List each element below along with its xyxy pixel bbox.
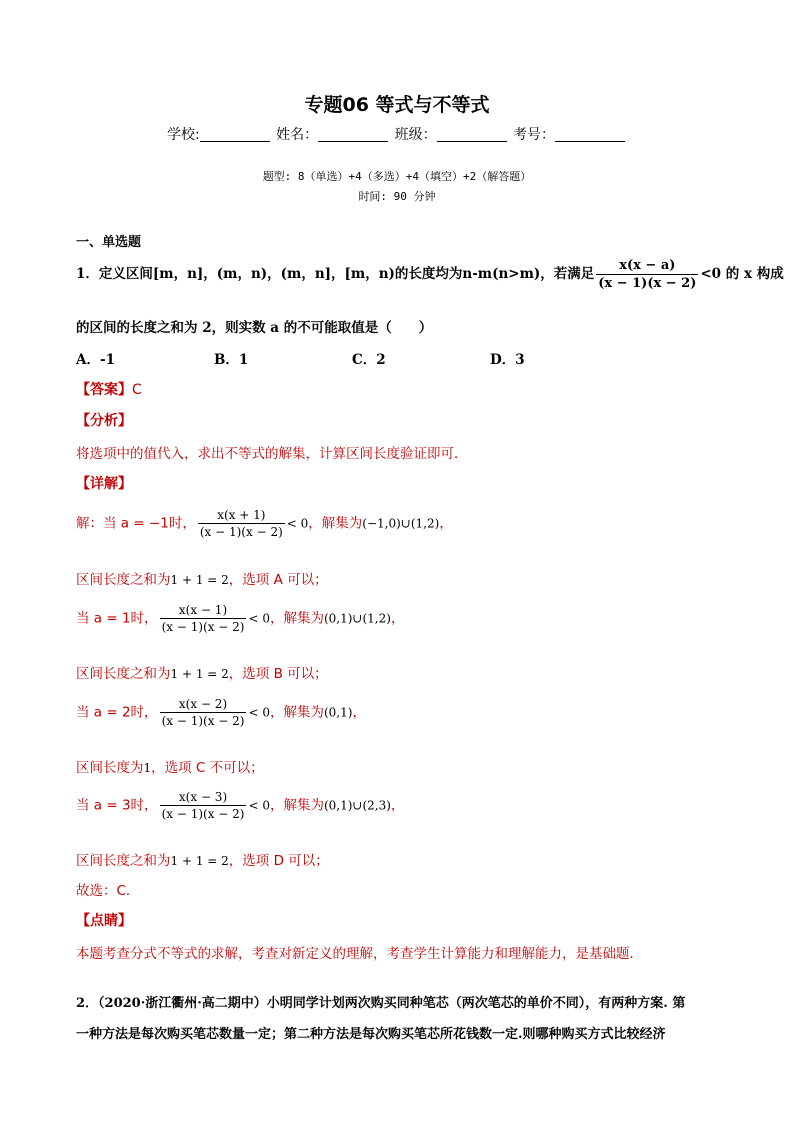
page-title: 专题06 等式与不等式: [304, 94, 490, 116]
case1-conc-b: ，选项 A 可以；: [228, 572, 328, 588]
answer-value: C: [132, 382, 142, 398]
q1-option-d: D．3: [490, 352, 525, 368]
comment-label: 【点睛】: [76, 913, 132, 929]
case3-fraction: [160, 697, 247, 728]
case3-ineq: < 0: [248, 705, 270, 720]
case1-num: x(x + 1): [198, 508, 285, 524]
class-blank[interactable]: [437, 127, 507, 142]
q1-stem-line1: [76, 258, 784, 291]
q1-stem-text: 1．定义区间[m，n]，(m，n)，(m，n]，[m，n)的长度均为n-m(n>m)，若满足: [76, 266, 595, 282]
case3-prefix: 当 a = 2时，: [76, 704, 158, 721]
exam-time: 时间: 90 分钟: [358, 190, 436, 203]
question-types: 题型: 8（单选）+4（多选）+4（填空）+2（解答题）: [262, 170, 532, 183]
q1-option-c: C．2: [352, 352, 386, 368]
school-blank[interactable]: [200, 127, 270, 142]
case2-prefix: 当 a = 1时，: [76, 610, 158, 627]
case1-line: [76, 508, 453, 539]
case1-ineq: < 0: [286, 516, 309, 531]
q1-stem-line2: 的区间的长度之和为 2，则实数 a 的不可能取值是（ ）: [76, 320, 433, 336]
case1-fraction: [198, 508, 285, 539]
case2-line: [76, 603, 404, 634]
case3-solution: (0,1): [323, 705, 353, 720]
case2-sol-label: ，解集为: [269, 610, 324, 627]
answer-label: [76, 379, 142, 399]
case4-conc-b: ，选项 D 可以；: [228, 853, 329, 869]
case4-ineq: < 0: [248, 798, 270, 813]
school-label: 学校:: [166, 127, 200, 143]
comment-text: 本题考查分式不等式的求解，考查对新定义的理解，考查学生计算能力和理解能力，是基础题．: [76, 946, 643, 962]
case2-end: ，: [390, 610, 405, 627]
case3-conc-math: 1: [143, 761, 152, 775]
case1-prefix: 解：当 a = −1时，: [76, 515, 196, 532]
id-label: 考号：: [513, 127, 556, 143]
case4-line: [76, 790, 404, 821]
section-title: 一、单选题: [76, 235, 142, 250]
q1-option-b: B．1: [214, 352, 249, 368]
case1-conc-a: 区间长度之和为: [76, 572, 171, 588]
student-info-line: [0, 124, 794, 144]
case4-end: ，: [390, 797, 405, 814]
case1-sol-label: ，解集为: [308, 515, 363, 532]
case3-conc-b: ，选项 C 不可以；: [151, 760, 264, 776]
case4-sol-label: ，解集为: [269, 797, 324, 814]
case4-den: (x − 1)(x − 2): [161, 807, 245, 821]
q1-stem-text-2: <0 的 x 构成: [700, 266, 784, 282]
q1-stem-frac-num: x(x − a): [596, 258, 698, 275]
q2-line2: 一种方法是每次购买笔芯数量一定；第二种方法是每次购买笔芯所花钱数一定.则哪种购买方式比较经济: [76, 1027, 666, 1042]
case2-conc-b: ，选项 B 可以；: [228, 666, 328, 682]
case3-end: ，: [352, 704, 366, 721]
case4-conclusion: [76, 849, 329, 869]
id-blank[interactable]: [555, 127, 625, 142]
case1-solution: (−1,0)∪(1,2): [362, 516, 440, 531]
final-choice: 故选：C．: [76, 883, 140, 899]
case3-sol-label: ，解集为: [269, 704, 324, 721]
answer-label-text: 【答案】: [76, 382, 132, 398]
analysis-label: 【分析】: [76, 413, 132, 429]
case4-solution: (0,1)∪(2,3): [323, 798, 391, 813]
case1-conclusion: [76, 568, 328, 588]
case3-line: [76, 697, 366, 728]
case4-conc-a: 区间长度之和为: [76, 853, 171, 869]
case2-den: (x − 1)(x − 2): [161, 620, 245, 634]
analysis-text: 将选项中的值代入，求出不等式的解集，计算区间长度验证即可．: [76, 446, 468, 462]
detail-label: 【详解】: [76, 476, 132, 492]
case2-num: x(x − 1): [160, 603, 247, 619]
case4-conc-math: 1 + 1 = 2: [170, 854, 229, 868]
case4-prefix: 当 a = 3时，: [76, 797, 158, 814]
case4-fraction: [160, 790, 247, 821]
q1-stem-frac-den: (x − 1)(x − 2): [598, 276, 697, 291]
case3-conclusion: [76, 756, 264, 776]
case2-conc-math: 1 + 1 = 2: [170, 667, 229, 681]
case2-fraction: [160, 603, 247, 634]
case3-conc-a: 区间长度为: [76, 760, 144, 776]
q1-option-a: A．-1: [76, 352, 115, 368]
case3-den: (x − 1)(x − 2): [161, 714, 245, 728]
class-label: 班级：: [394, 127, 437, 143]
case3-num: x(x − 2): [160, 697, 247, 713]
case1-conc-math: 1 + 1 = 2: [170, 573, 229, 587]
q1-stem-fraction: [596, 258, 698, 291]
case4-num: x(x − 3): [160, 790, 247, 806]
case2-solution: (0,1)∪(1,2): [323, 611, 391, 626]
name-blank[interactable]: [318, 127, 388, 142]
case1-den: (x − 1)(x − 2): [199, 525, 283, 539]
case2-conc-a: 区间长度之和为: [76, 666, 171, 682]
name-label: 姓名：: [276, 127, 319, 143]
case1-end: ，: [439, 515, 453, 532]
case2-conclusion: [76, 662, 328, 682]
q2-line1: 2．（2020·浙江衢州·高二期中）小明同学计划两次购买同种笔芯（两次笔芯的单价不同），有两种方案. 第: [76, 996, 686, 1011]
case2-ineq: < 0: [248, 611, 270, 626]
